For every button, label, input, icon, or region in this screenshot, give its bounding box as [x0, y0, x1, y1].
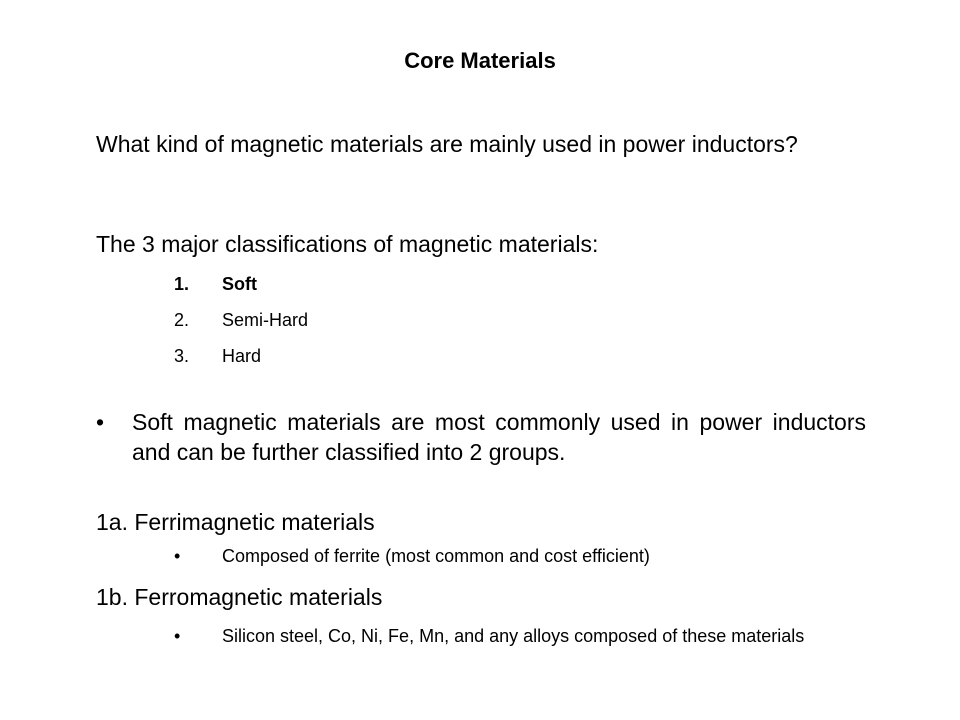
soft-materials-bullet — [96, 407, 866, 467]
group-heading-ferromagnetic: 1b. Ferromagnetic materials — [96, 584, 383, 610]
classification-item — [174, 309, 474, 331]
slide-title: Core Materials — [404, 48, 556, 73]
classification-number: 2. — [174, 310, 190, 330]
classification-number: 3. — [174, 346, 190, 366]
group-heading-ferrimagnetic: 1a. Ferrimagnetic materials — [96, 509, 375, 535]
question-text: What kind of magnetic materials are mainly used in power inductors? — [96, 131, 798, 157]
soft-materials-text: Soft magnetic materials are most commonly used in power inductors and can be further classified into 2 groups. — [132, 409, 866, 465]
ferrimagnetic-detail-text: Composed of ferrite (most common and cost efficient) — [222, 546, 650, 566]
classification-label: Soft — [222, 274, 257, 294]
bullet-dot: • — [96, 409, 105, 435]
ferromagnetic-detail-text: Silicon steel, Co, Ni, Fe, Mn, and any alloys composed of these materials — [222, 626, 805, 646]
classification-number: 1. — [174, 274, 190, 294]
classification-item — [174, 345, 474, 367]
classification-item — [174, 273, 474, 295]
bullet-dot: • — [174, 626, 181, 646]
classifications-intro: The 3 major classifications of magnetic materials: — [96, 231, 599, 257]
classification-label: Hard — [222, 346, 262, 366]
bullet-dot: • — [174, 546, 181, 566]
ferrimagnetic-detail — [174, 545, 866, 567]
classification-label: Semi-Hard — [222, 310, 309, 330]
ferromagnetic-detail — [174, 625, 866, 647]
